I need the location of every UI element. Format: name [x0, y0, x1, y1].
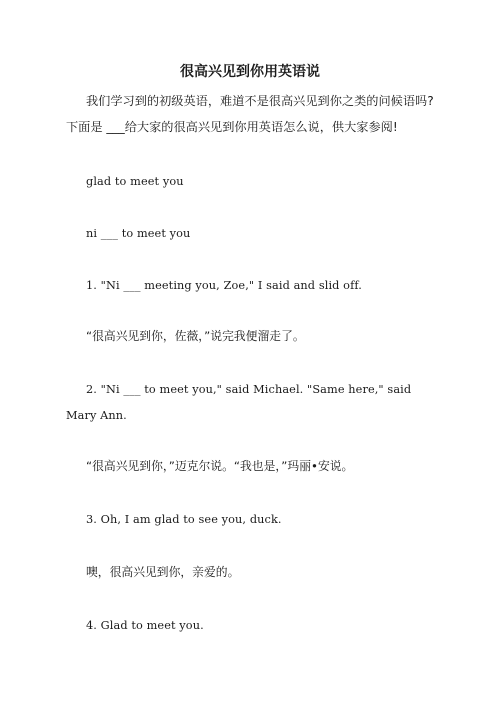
translation-2: “很高兴见到你，”迈克尔说。“我也是，”玛丽•安说。 — [86, 459, 354, 473]
example-sentence-1: 1. "Ni ___ meeting you, Zoe," I said and slid off. — [86, 279, 362, 292]
translation-3: 噢，很高兴见到你，亲爱的。 — [86, 565, 240, 579]
example-sentence-2-line-1: 2. "Ni ___ to meet you," said Michael. "Same here," said — [86, 383, 412, 396]
document-title: 很高兴见到你用英语说 — [180, 64, 320, 80]
example-sentence-2-line-2: Mary Ann. — [66, 409, 127, 422]
intro-line-2: 下面是 ___给大家的很高兴见到你用英语怎么说，供大家参阅! — [66, 120, 398, 134]
phrase-ni-to-meet-you: ni ___ to meet you — [86, 227, 191, 240]
translation-1: “很高兴见到你，佐薇，”说完我便溜走了。 — [86, 329, 305, 343]
example-sentence-3: 3. Oh, I am glad to see you, duck. — [86, 513, 282, 526]
example-sentence-4: 4. Glad to meet you. — [86, 619, 204, 632]
phrase-glad-to-meet-you: glad to meet you — [86, 175, 184, 188]
intro-line-1: 我们学习到的初级英语，难道不是很高兴见到你之类的问候语吗? — [86, 94, 434, 108]
